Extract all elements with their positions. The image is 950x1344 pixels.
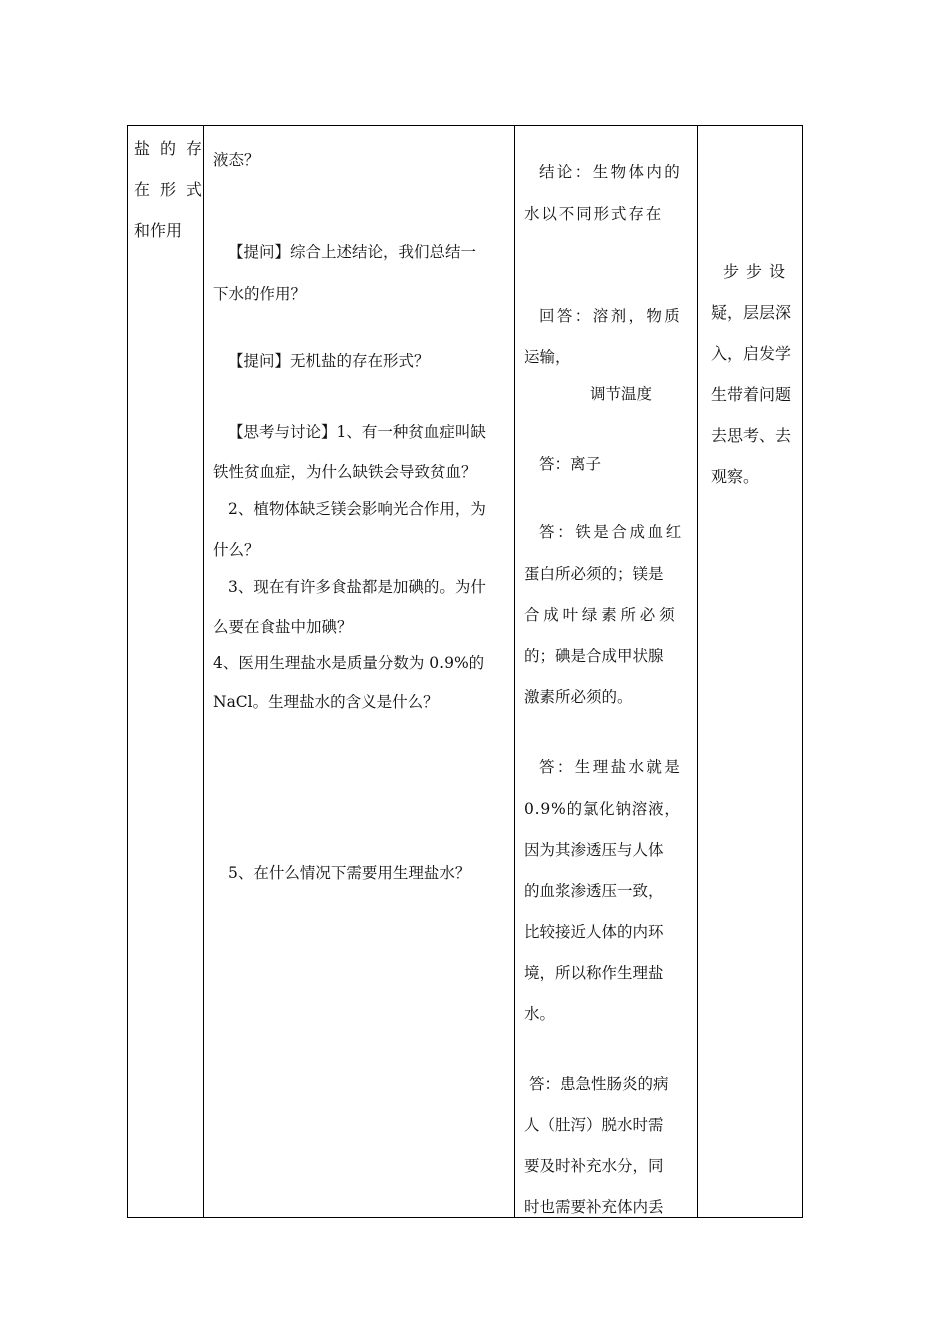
teacher-text-line: 什么？ <box>213 541 260 559</box>
student-text-line: 人（肚泻）脱水时需 <box>524 1116 664 1134</box>
teacher-text-line: 【提问】无机盐的存在形式？ <box>228 352 430 370</box>
student-text-line: 因为其渗透压与人体 <box>524 841 664 859</box>
student-text-line: 调节温度 <box>590 385 653 403</box>
student-text-line: 结论：生物体内的 <box>539 163 683 181</box>
teacher-text-line: 液态？ <box>213 151 260 169</box>
student-text-line: 答：铁是合成血红 <box>539 523 684 541</box>
teacher-text-line: 4、医用生理盐水是质量分数为 0.9%的 <box>213 654 485 672</box>
student-text-line: 合成叶绿素所必须 <box>524 606 679 624</box>
student-text-line: 运输， <box>524 348 571 366</box>
column-divider <box>203 126 204 1217</box>
student-text-line: 时也需要补充体内丢 <box>524 1198 664 1216</box>
student-text-line: 答：生理盐水就是 <box>539 758 683 776</box>
teacher-text-line: 【思考与讨论】1、有一种贫血症叫缺 <box>228 423 486 441</box>
intent-line: 生带着问题 <box>711 385 792 404</box>
column-divider <box>697 126 698 1217</box>
teacher-text-line: 么要在食盐中加碘？ <box>213 618 353 636</box>
intent-line: 步步设 <box>723 262 785 281</box>
student-text-line: 蛋白所必须的；镁是 <box>524 565 664 583</box>
student-text-line: 水。 <box>524 1005 556 1023</box>
lesson-table <box>127 125 803 1218</box>
student-text-line: 的；碘是合成甲状腺 <box>524 647 664 665</box>
topic-line: 和作用 <box>134 221 183 240</box>
column-divider <box>514 126 515 1217</box>
intent-line: 疑，层层深 <box>711 303 792 322</box>
intent-line: 观察。 <box>711 467 760 486</box>
student-text-line: 回答：溶剂，物质 <box>539 307 683 325</box>
student-text-line: 要及时补充水分，同 <box>524 1157 664 1175</box>
teacher-text-line: 下水的作用？ <box>213 285 307 303</box>
topic-line: 在形式 <box>134 180 202 199</box>
student-text-line: 水以不同形式存在 <box>524 205 664 223</box>
student-text-line: 激素所必须的。 <box>524 688 633 706</box>
teacher-text-line: 铁性贫血症，为什么缺铁会导致贫血？ <box>213 463 477 481</box>
student-text-line: 0.9%的氯化钠溶液， <box>524 800 681 818</box>
student-text-line: 境，所以称作生理盐 <box>524 964 664 982</box>
student-text-line: 答：离子 <box>539 455 602 473</box>
student-text-line: 答：患急性肠炎的病 <box>529 1075 669 1093</box>
student-text-line: 比较接近人体的内环 <box>524 923 664 941</box>
teacher-text-line: 【提问】综合上述结论，我们总结一 <box>228 243 477 261</box>
student-text-line: 的血浆渗透压一致， <box>524 882 664 900</box>
teacher-text-line: 5、在什么情况下需要用生理盐水？ <box>228 864 471 882</box>
teacher-text-line: 3、现在有许多食盐都是加碘的。为什 <box>228 578 486 596</box>
intent-line: 入，启发学 <box>711 344 792 363</box>
topic-cell <box>134 128 202 251</box>
teacher-text-line: NaCl。生理盐水的含义是什么？ <box>213 693 439 711</box>
teacher-text-line: 2、植物体缺乏镁会影响光合作用，为 <box>228 500 486 518</box>
intent-line: 去思考、去 <box>711 426 792 445</box>
topic-line: 盐的存 <box>134 139 202 158</box>
